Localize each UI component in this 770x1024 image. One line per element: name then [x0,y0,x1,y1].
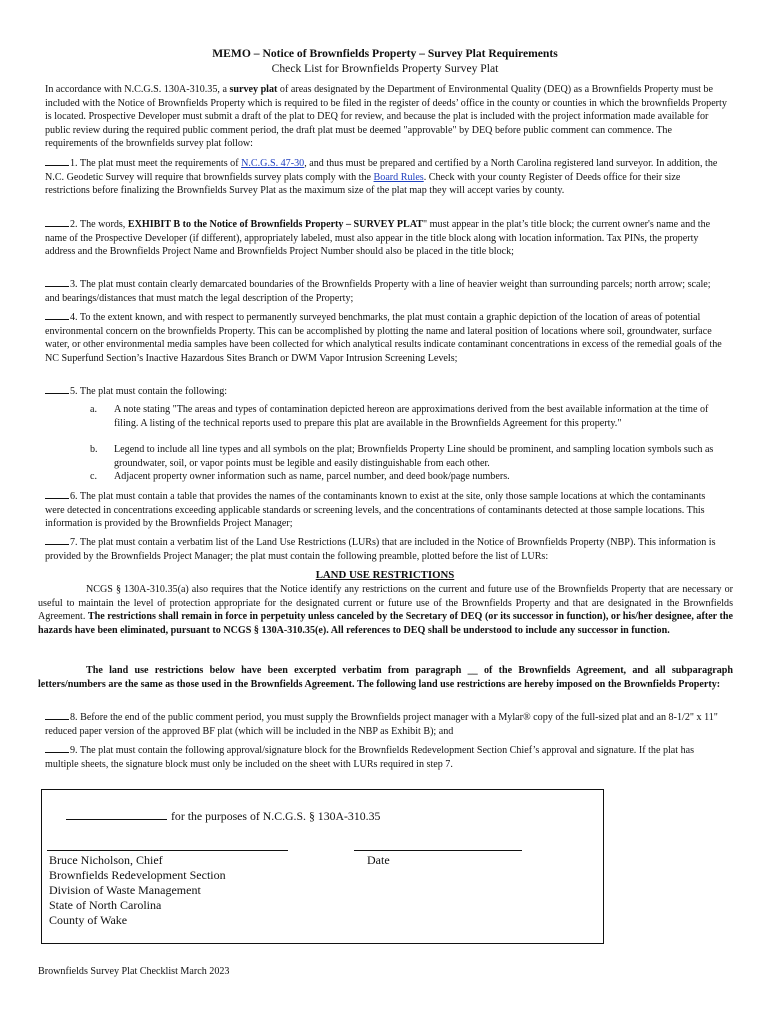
checklist-item-1: 1. The plat must meet the requirements of N.C.G.S. 47-30, and thus must be prepared and certified by a North Carolina registered land surveyor. In addition, the N.C. Geodetic Survey will require that brownfields survey plats comply with the Board Rules. Check with your county Register of Deeds office for their size restrictions before finalizing the Brownfields Survey Plat as the maximum size of the plat map they will accept varies by county. [45,158,718,196]
checkbox-blank[interactable] [45,384,69,394]
signature-block [41,789,604,944]
memo-subtitle: Check List for Brownfields Property Survey Plat [271,62,499,75]
checkbox-blank[interactable] [45,310,69,320]
link-board-rules[interactable]: Board Rules [373,171,424,183]
checkbox-blank[interactable] [45,489,69,499]
lur-paragraph-1: NCGS § 130A-310.35(a) also requires that the Notice identify any restrictions on the current and future use of the Brownfields Property that are necessary or useful to maintain the level of protection appropriate for the designated current or future use of the Brownfields Property and that are designated in the Brownfields Agreement. The restrictions shall remain in force in perpetuity unless canceled by the Secretary of DEQ (or its successor in function), or his/her designee, after the hazards have been eliminated, pursuant to NCGS § 130A-310.35(e). All references to DEQ shall be understood to include any successor in function. [38,584,733,636]
checkbox-blank[interactable] [45,743,69,753]
sub-item-c: c. Adjacent property owner information such as name, parcel number, and deed book/page numbers. [90,471,510,482]
sub-item-b: b. Legend to include all line types and all symbols on the plat; Brownfields Property Line should be prominent, and sampling location symbols such as groundwater, soil, or vapor points must be legible and easily distinguishable from each other. [90,444,714,469]
checklist-item-8: 8. Before the end of the public comment period, you must supply the Brownfields project manager with a Mylar® copy of the full-sized plat and an 8-1/2" x 11" reduced paper version of the approved BF plat (which will be included in the NBP as Exhibit B); and [45,712,718,737]
signer-county: County of Wake [49,913,128,927]
checkbox-blank[interactable] [45,535,69,545]
checkbox-blank[interactable] [45,156,69,166]
purpose-line: for the purposes of N.C.G.S. § 130A-310.35 [66,808,380,824]
signer-name: Bruce Nicholson, Chief [49,853,163,867]
signature-line[interactable] [47,850,288,851]
purpose-blank[interactable] [66,808,167,820]
signer-state: State of North Carolina [49,898,162,912]
checklist-item-2: 2. The words, EXHIBIT B to the Notice of Brownfields Property – SURVEY PLAT" must appear in the plat’s title block; the current owner's name and the name of the Prospective Developer (if different), appropriately labeled, must also appear in the title block along with location information. Tax PINs, the property address and the Brownfields Project Name and Brownfields Project Number should also be placed in the title block; [45,219,711,257]
link-ncgs-47-30[interactable]: N.C.G.S. 47-30 [241,158,305,169]
checklist-item-4: 4. To the extent known, and with respect to permanently surveyed benchmarks, the plat must contain a graphic depiction of the location of areas of potential environmental concern on the brownfields Property. This can be accomplished by plotting the name and lateral position of locations where soil, groundwater, surface water, or other environmental media samples have been collected for which analytical results indicate contaminant concentrations in excess of the remedial goals of the NC Superfund Section’s Inactive Hazardous Sites Branch or DWM Vapor Intrusion Screening Levels; [45,312,722,364]
date-label: Date [367,853,390,867]
signer-division: Division of Waste Management [49,883,201,897]
lur-paragraph-2: The land use restrictions below have been excerpted verbatim from paragraph __ of the Brownfields Agreement, and all subparagraph letters/numbers are the same as those used in the Brownfields Agreement. The following land use restrictions are hereby imposed on the Brownfields Property: [38,665,733,690]
checklist-item-6: 6. The plat must contain a table that provides the names of the contaminants known to exist at the site, only those sample locations at which the contaminants were detected in concentrations exceeding applicable standards or screening levels, and the concentrations of contaminants detected at those sample locations. This information is provided by the Brownfields Project Manager; [45,491,706,529]
memo-title: MEMO – Notice of Brownfields Property – Survey Plat Requirements [212,47,558,60]
page-footer: Brownfields Survey Plat Checklist March 2023 [38,966,230,977]
checkbox-blank[interactable] [45,710,69,720]
checkbox-blank[interactable] [45,217,69,227]
checklist-item-7: 7. The plat must contain a verbatim list of the Land Use Restrictions (LURs) that are included in the Notice of Brownfields Property (NBP). This information is provided by the Brownfields Project Manager; the plat must contain the following preamble, plotted before the list of LURs: [45,537,716,562]
checkbox-blank[interactable] [45,277,69,287]
date-line[interactable] [354,850,522,851]
signer-section: Brownfields Redevelopment Section [49,868,226,882]
checklist-item-9: 9. The plat must contain the following approval/signature block for the Brownfields Redevelopment Section Chief’s approval and signature. If the plat has multiple sheets, the signature block must only be included on the sheet with LURs required in step 7. [45,745,695,770]
checklist-item-3: 3. The plat must contain clearly demarcated boundaries of the Brownfields Property with a line of heavier weight than surrounding parcels; north arrow; scale; and bearings/distances that must match the legal description of the Property; [45,279,711,304]
checklist-item-5: 5. The plat must contain the following: [45,384,727,399]
land-use-restrictions-heading: LAND USE RESTRICTIONS [315,569,455,581]
sub-item-a: a. A note stating "The areas and types of contamination depicted hereon are approximations derived from the best available information at the time of filing. A listing of the technical reports used to prepare this plat are available in the Brownfields Agreement for this property." [90,404,709,429]
intro-paragraph: In accordance with N.C.G.S. 130A-310.35, a survey plat of areas designated by the Department of Environmental Quality (DEQ) as a Brownfields Property must be included with the Notice of Brownfields Property which is required to be filed in the register of deeds’ office in the county or counties in which the brownfields Property is located. Prospective Developer must submit a draft of the plat to DEQ for review, and because the plat is included with the project information made available for public review during the required public comment period, the draft plat must be deemed "approvable" by DEQ before public comment can commence. The requirements of the brownfields survey plat follow: [45,84,727,149]
